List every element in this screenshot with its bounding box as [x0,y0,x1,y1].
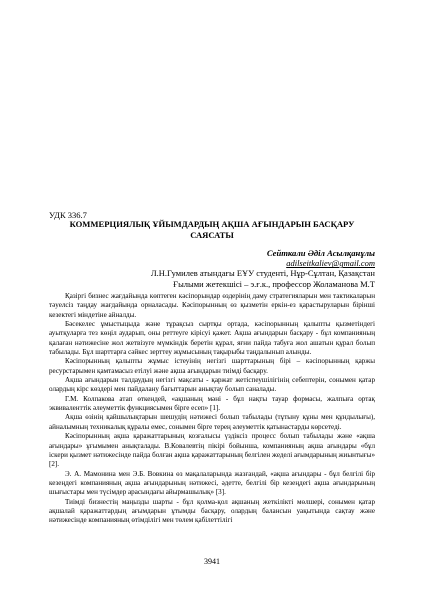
article-body [49,292,375,526]
author-block [151,248,375,289]
paragraph: Кәсіпорынның ақша қаражаттарының козғалысы үздіксіз процесс болып табылады және «ақша ағындары» ұғымымен анықталады. В.Ковалевтің пікірі бойынша, компанияның ақша ағындары «бұл іскери қызмет нәтижесінде пайда болған ақша қаражаттарының белгілен жеделі ағымдарының жиынтығы» [2]. [49,432,375,469]
paragraph: Г.М. Колпакова атап өткендей, «ақшаның мәні - бұл нақты тауар формасы, жалпыға ортақ эквиваленттік әлеуметтік функциясымен бірге есеп» [1]. [49,394,375,413]
paragraph: Ақша ағындарын талдаудың негізгі мақсаты - қаржат жетіспеушілігінің себептерін, сонымен қатар олардың кірс көздері мен пайдалану бағыттарын анықтау болып саналады. [49,376,375,394]
paragraph: Кәсіпорынның қалыпты жұмыс істеуінің негізгі шарттарының бірі – кәсіпорынның қаржы ресурстарымен қамтамасыз етілуі және ақша ағындарын тиімді басқару. [49,357,375,375]
author-name: Сейткали Әділ Асылқанұлы [266,248,375,258]
scientific-supervisor: Ғылыми жетекшісі – э.ғ.к., профессор Жоламанова М.Т [173,278,375,289]
paragraph: Бәсекелес ұмыстыцыда және тұрақсыз сыртқы ортада, кәсіпорынның қалыпты қызметіндегі ауытқуларға тез көңіл аударып, оны реттеуге кірісуі қажет. Ақша ағындарын басқару - бұл компанияның қалаған нәтижесіне жол жетвізуге мүмкіндік беретін құрал, яғни пайда табуға жол ашатын құрал болып табылады. Бұл шарттарға сәйкес зерттеу жұмысының тақырыбы таңдалынып алынды. [49,320,375,357]
paragraph: Ақша өзінің қайшылықтарын шешудің нәтижесі болып табылады (тұтыну құны мен құндылығы), айналымның техникалық құралы емес, сонымен бірге терең әлеуметтік қатынастарды көрсетеді. [49,413,375,431]
author-affiliation: Л.Н.Гумилев атындағы ЕҰУ студенті, Нұр-Сұлтан, Қазақстан [150,268,375,279]
paragraph: Тиімді бизнестің маңызды шарты - бұл қолма-қол ақшаның жеткілікті мөлшері, сонымен қатар ақшалай қаражаттардың ағымдарын ұтымды басқару, олардың балансын уақытында сақтау және нәтижесінде компанияның өтімділігі мен төлем қабілеттілігі [49,497,375,525]
udc-code: УДК 336.7 [49,210,87,220]
article-title: КОММЕРЦИЯЛЫҚ ҰЙЫМДАРДЫҢ АҚША АҒЫНДАРЫН БАСҚАРУ САЯСАТЫ [69,219,355,240]
paragraph: Қазіргі бизнес жағдайында көптеген кәсіпорындар өздерінің даму стратегияларын мен тактикаларын тәуелсіз таңдау жағдайында орналасады. Кәсіпорынның өз қызметін еркін-ез қарастыруларын бірінші кезектегі міндетіне айналды. [49,292,375,319]
author-email-link[interactable]: adilseitkaliev@gmail.com [286,258,375,269]
page-number: 3941 [204,557,220,566]
paragraph: Э. А. Мамонина мен Э.Б. Вовкина өз мақалаларында жазғандай, «ақша ағындары - бұл белгілі бір кезеңдегі компанияның ақша ағындарының нәтижесі, әдетте, белгілі бір кезеңдегі ақша ағындарының шығыстары мен түсімдер арасындағы айырмашылық» [3]. [49,469,375,497]
